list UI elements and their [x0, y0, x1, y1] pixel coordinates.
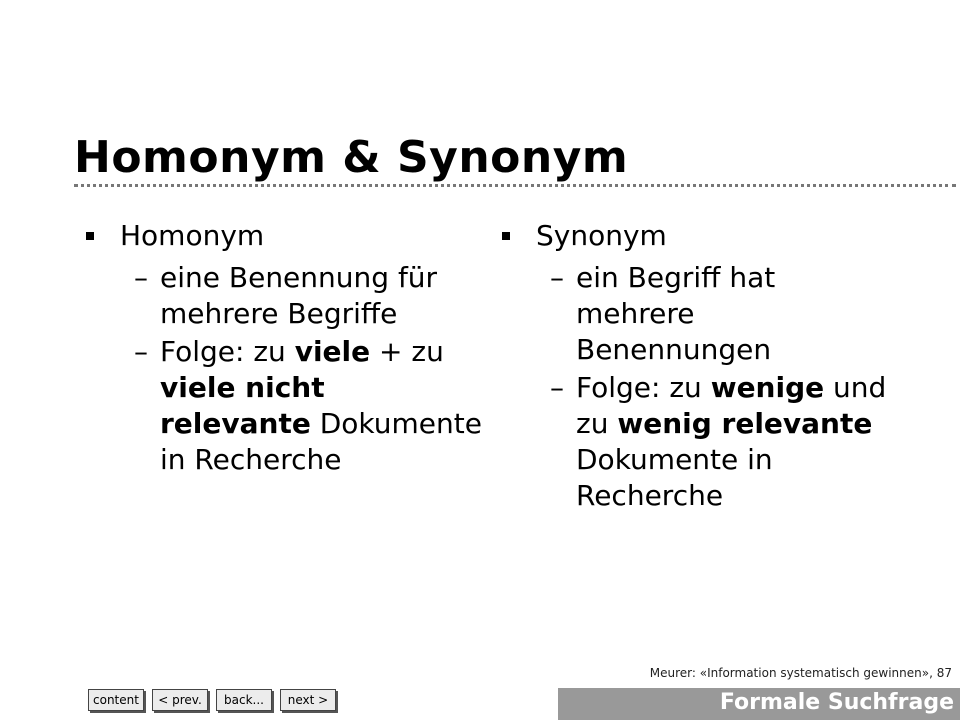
section-label: Formale Suchfrage	[719, 690, 954, 715]
square-bullet-icon	[86, 232, 94, 240]
homonym-definition-text: eine Benennung für mehrere Begriffe	[160, 261, 438, 330]
homonym-consequence-emphasis: viele nicht relevante	[160, 371, 325, 440]
title-divider	[74, 184, 956, 187]
back-button[interactable]: back...	[216, 689, 272, 711]
next-button[interactable]: next >	[280, 689, 336, 711]
prev-button[interactable]: < prev.	[152, 689, 208, 711]
source-credit: Meurer: «Information systematisch gewinnen», 87	[649, 666, 952, 680]
dash-icon: –	[134, 335, 148, 368]
homonym-consequence-part: + zu	[370, 335, 444, 368]
synonym-consequence-part: Dokumente in Recherche	[576, 443, 773, 512]
homonym-definition	[82, 260, 482, 332]
homonym-heading	[82, 214, 482, 258]
homonym-column	[82, 214, 482, 478]
homonym-consequence-part: Dokumente in Recherche	[160, 407, 482, 476]
content-button[interactable]: content	[88, 689, 144, 711]
homonym-consequence-part: Folge: zu	[160, 335, 295, 368]
homonym-heading-text: Homonym	[120, 219, 265, 252]
synonym-heading	[498, 214, 898, 258]
dash-icon: –	[550, 371, 564, 404]
homonym-consequence	[82, 334, 482, 478]
square-bullet-icon	[502, 232, 510, 240]
synonym-consequence-emphasis: wenige	[710, 371, 825, 404]
synonym-consequence-part: und zu	[576, 371, 887, 440]
synonym-definition	[498, 260, 898, 368]
section-footer	[558, 688, 960, 720]
dash-icon: –	[550, 261, 564, 294]
synonym-consequence-emphasis: wenig relevante	[617, 407, 873, 440]
synonym-heading-text: Synonym	[536, 219, 667, 252]
synonym-consequence	[498, 370, 898, 514]
synonym-column	[498, 214, 898, 514]
homonym-consequence-emphasis: viele	[294, 335, 371, 368]
page-title: Homonym & Synonym	[74, 132, 629, 183]
synonym-consequence-part: Folge: zu	[576, 371, 711, 404]
dash-icon: –	[134, 261, 148, 294]
synonym-definition-text: ein Begriff hat mehrere Benennungen	[576, 261, 776, 366]
